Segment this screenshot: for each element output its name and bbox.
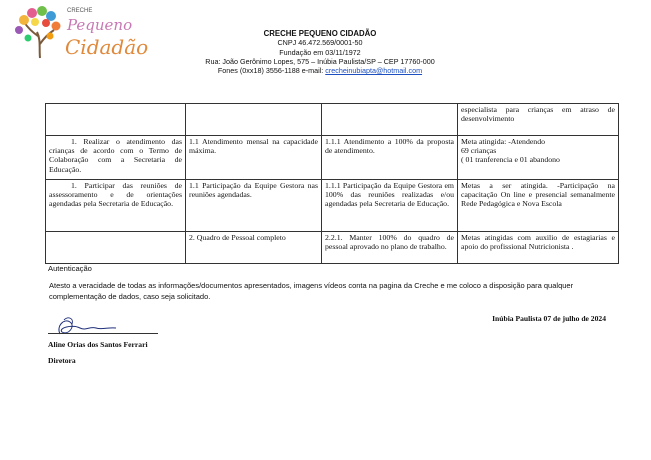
institution-name: CRECHE PEQUENO CIDADÃO — [263, 29, 377, 38]
signature-line — [48, 333, 158, 334]
phones-text: Fones (0xx18) 3556-1188 e-mail: — [217, 66, 326, 76]
signer-name: Aline Orias dos Santos Ferrari — [48, 340, 148, 349]
table-row — [46, 136, 619, 180]
contact-line — [200, 66, 440, 75]
address-line: Rua: João Gerônimo Lopes, 575 – Inúbia Paulista/SP – CEP 17760-000 — [205, 56, 435, 66]
table-cell: 1.1 Participação da Equipe Gestora nas reuniões agendadas. — [186, 180, 322, 232]
table-cell-multiline — [458, 136, 619, 180]
table-cell: 2.2.1. Manter 100% do quadro de pessoal aprovado no plano de trabalho. — [322, 232, 458, 264]
signer-role: Diretora — [48, 356, 76, 365]
cell-line: 69 crianças — [461, 146, 497, 156]
letterhead — [200, 29, 440, 75]
signature-image — [50, 312, 125, 340]
attestation-text: Atesto a veracidade de todas as informações/documentos apresentados, imagens vídeos conta na pagina da Creche e me coloco a disposição para qualquer complementação de dados, caso seja solicitado. — [49, 281, 574, 301]
table-cell: especialista para crianças em atraso de desenvolvimento — [458, 104, 619, 136]
table-cell — [46, 232, 186, 264]
table-cell: 1.1.1 Participação da Equipe Gestora em 100% das reuniões realizadas e/ou agendadas pela Secretaria de Educação. — [322, 180, 458, 232]
table-row — [46, 180, 619, 232]
logo-small-text: CRECHE — [67, 8, 93, 14]
table-cell: Metas atingidas com auxilio de estagiarias e apoio do profissional Nutricionista . — [458, 232, 619, 264]
table-cell: 2. Quadro de Pessoal completo — [186, 232, 322, 264]
cell-line: Meta atingida: -Atendendo — [461, 137, 546, 146]
table-cell — [322, 104, 458, 136]
table-cell: 1.1 Atendimento mensal na capacidade máxima. — [186, 136, 322, 180]
table-row — [46, 232, 619, 264]
logo-word-cidadao: Cidadão — [65, 35, 149, 59]
table-cell: Metas a ser atingida. -Participação na capacitação On line e presencial semanalmente Rede Pedagógica e Nova Escola — [458, 180, 619, 232]
logo-word-pequeno: Pequeno — [67, 16, 133, 34]
table-cell: 1. Participar das reuniões de assessoramento e de orientações agendadas pela Secretaria de Educação. — [46, 180, 186, 232]
table-cell: 1.1.1 Atendimento a 100% da proposta de atendimento. — [322, 136, 458, 180]
table-cell — [186, 104, 322, 136]
creche-logo — [10, 4, 149, 60]
cnpj-line: CNPJ 46.472.569/0001-50 — [277, 38, 363, 48]
cell-line: ( 01 tranferencia e 01 abandono — [461, 155, 560, 165]
email-link[interactable]: crecheinubiapta@hotmail.com — [325, 66, 423, 76]
autenticacao-label: Autenticação — [48, 264, 92, 273]
table-cell: 1. Realizar o atendimento das crianças de acordo com o Termo de Colaboração com a Secretaria de Educação. — [46, 136, 186, 180]
goals-table — [45, 103, 619, 264]
tree-logo-icon — [10, 4, 70, 60]
table-row — [46, 104, 619, 136]
table-cell — [46, 104, 186, 136]
date-line: Inúbia Paulista 07 de julho de 2024 — [492, 314, 606, 323]
founded-line: Fundação em 03/11/1972 — [279, 47, 361, 57]
